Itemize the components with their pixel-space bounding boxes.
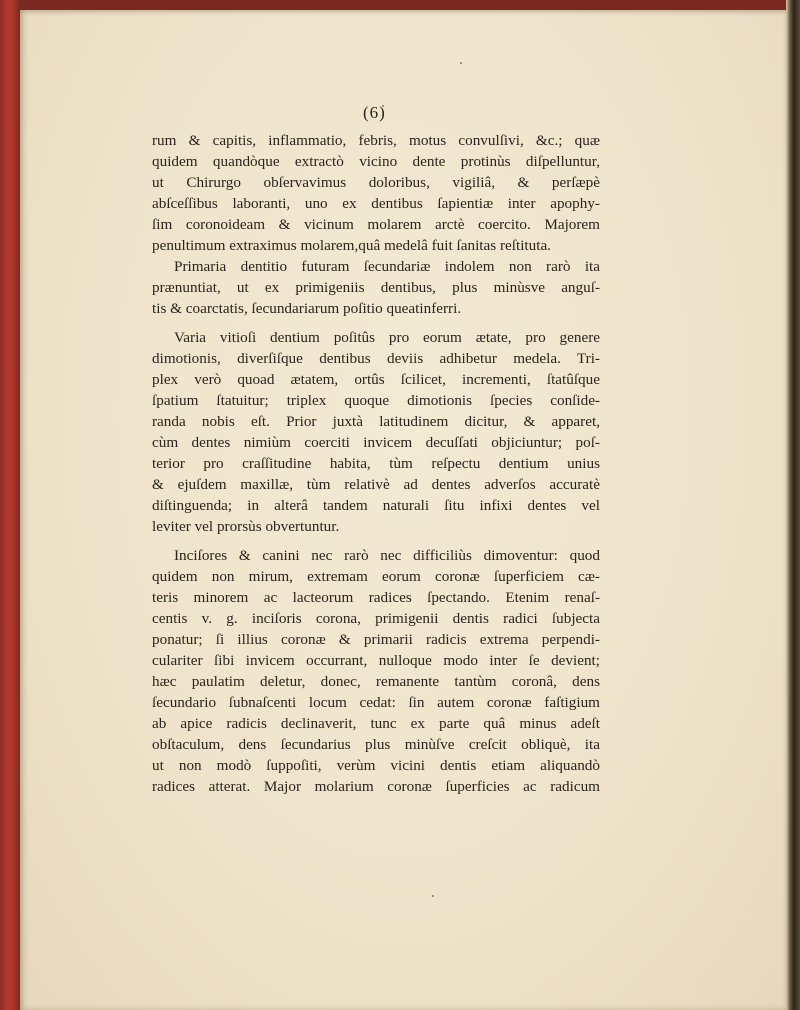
text-line: radices atterat. Major molarium coronæ ſuperficies ac radicum <box>152 778 600 795</box>
paragraph-2 <box>152 256 600 319</box>
text-line: ponatur; ſi illius coronæ & primarii radicis extrema perpendi- <box>152 631 600 648</box>
ink-speck <box>460 62 462 64</box>
text-line: quidem non mirum, extremam eorum coronæ ſuperficiem cæ- <box>152 568 600 585</box>
paragraph-4 <box>152 545 600 797</box>
paragraph-gap <box>152 537 600 545</box>
text-line: & ejuſdem maxillæ, tùm relativè ad dentes adverſos accuratè <box>152 476 600 493</box>
text-line: terior pro craſſitudine habita, tùm reſpectu dentium unius <box>152 455 600 472</box>
text-line: culariter ſibi invicem occurrant, nulloque modo inter ſe devient; <box>152 652 600 669</box>
text-line: Inciſores & canini nec rarò nec difficiliùs dimoventur: quod <box>174 547 600 564</box>
text-line: hæc paulatim deletur, donec, remanente tantùm coronâ, dens <box>152 673 600 690</box>
text-line: rum & capitis, inflammatio, febris, motus convulſivi, &c.; quæ <box>152 132 600 149</box>
body-text <box>152 130 600 797</box>
text-line: prænuntiat, ut ex primigeniis dentibus, plus minùsve anguſ- <box>152 279 600 296</box>
text-line: diſtinguenda; in alterâ tandem naturali ſitu infixi dentes vel <box>152 497 600 514</box>
book-spine-edge <box>786 0 800 1010</box>
text-line: ab apice radicis declinaverit, tunc ex parte quâ minus adeſt <box>152 715 600 732</box>
paragraph-1 <box>152 130 600 256</box>
text-line: ſecundario ſubnaſcenti locum cedat: ſin autem coronæ faſtigium <box>152 694 600 711</box>
text-line: dimotionis, diverſiſque dentibus deviis adhibetur medela. Tri- <box>152 350 600 367</box>
ink-speck <box>432 895 434 897</box>
text-line: Primaria dentitio futuram ſecundariæ indolem non rarò ita <box>174 258 600 275</box>
text-line: centis v. g. inciſoris corona, primigenii dentis radici ſubjecta <box>152 610 600 627</box>
text-line: leviter vel prorsùs obvertuntur. <box>152 518 340 535</box>
text-line: teris minorem ac lacteorum radices ſpectando. Etenim renaſ- <box>152 589 600 606</box>
paragraph-3 <box>152 327 600 537</box>
text-line: obſtaculum, dens ſecundarius plus minùſve creſcit obliquè, ita <box>152 736 600 753</box>
text-line: quidem quandòque extractò vicino dente protinùs diſpelluntur, <box>152 153 600 170</box>
page-number: (6) <box>363 103 386 122</box>
text-line: ut non modò ſuppoſiti, verùm vicini dentis etiam aliquandò <box>152 757 600 774</box>
text-line: randa nobis eſt. Prior juxtà latitudinem dicitur, & apparet, <box>152 413 600 430</box>
text-line: cùm dentes nimiùm coerciti invicem decuſſati objiciuntur; poſ- <box>152 434 600 451</box>
text-line: ſpatium ſtatuitur; triplex quoque dimotionis ſpecies conſide- <box>152 392 600 409</box>
text-line: ut Chirurgo obſervavimus doloribus, vigiliâ, & perſæpè <box>152 174 600 191</box>
text-line: penultimum extraximus molarem,quâ medelâ fuit ſanitas reſtituta. <box>152 237 551 254</box>
paragraph-gap <box>152 319 600 327</box>
text-line: abſceſſibus laboranti, uno ex dentibus ſapientiæ inter apophy- <box>152 195 600 212</box>
text-line: ſim coronoideam & vicinum molarem arctè coercito. Majorem <box>152 216 600 233</box>
text-line: Varia vitioſi dentium poſitûs pro eorum ætate, pro genere <box>174 329 600 346</box>
text-line: plex verò quoad ætatem, ortûs ſcilicet, incrementi, ſtatûſque <box>152 371 600 388</box>
text-line: tis & coarctatis, ſecundariarum poſitio queatinferri. <box>152 300 462 317</box>
